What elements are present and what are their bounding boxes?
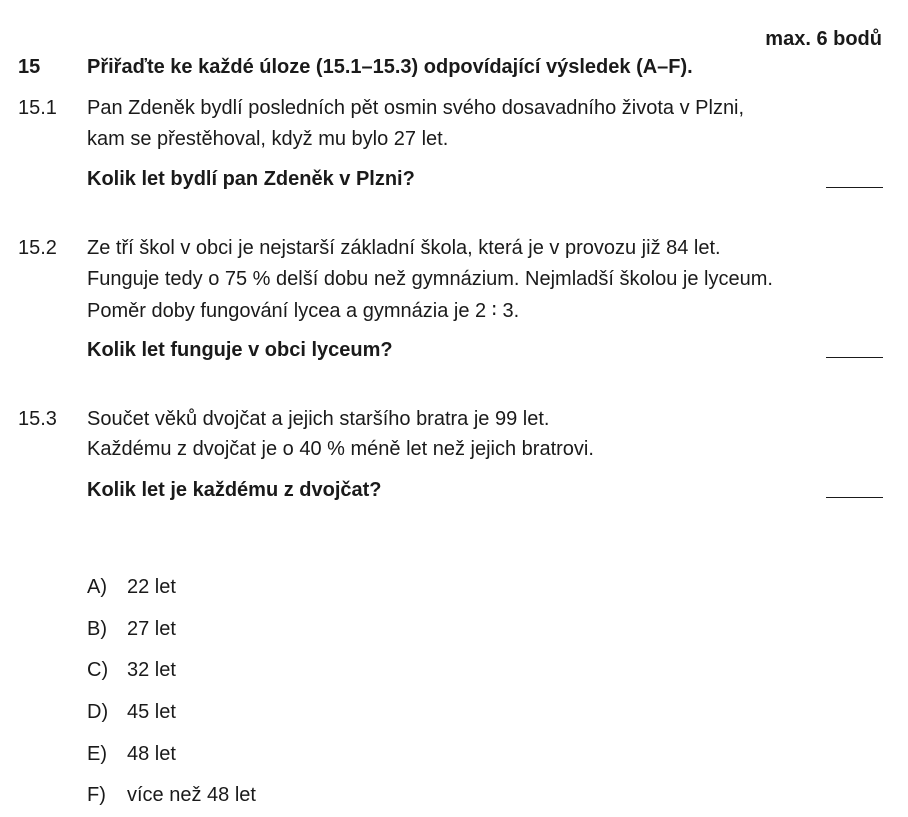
task-number: 15	[18, 56, 41, 78]
option-d-letter: D)	[87, 701, 109, 723]
subtask-15-2-text-line-2: Funguje tedy o 75 % delší dobu než gymnázium. Nejmladší školou je lyceum.	[87, 268, 773, 290]
subtask-15-3-question: Kolik let je každému z dvojčat?	[87, 479, 382, 501]
task-instruction: Přiřaďte ke každé úloze (15.1–15.3) odpovídající výsledek (A–F).	[87, 56, 693, 78]
subtask-15-1-question: Kolik let bydlí pan Zdeněk v Plzni?	[87, 168, 415, 190]
option-a-letter: A)	[87, 576, 107, 598]
option-f-letter: F)	[87, 784, 106, 806]
subtask-15-1-text-line-1: Pan Zdeněk bydlí posledních pět osmin svého dosavadního života v Plzni,	[87, 97, 745, 119]
subtask-number-15-2: 15.2	[18, 237, 57, 259]
subtask-15-3-text-line-1: Součet věků dvojčat a jejich staršího bratra je 99 let.	[87, 408, 550, 430]
option-e-text: 48 let	[127, 743, 176, 765]
subtask-15-2-question: Kolik let funguje v obci lyceum?	[87, 339, 393, 361]
option-d-text: 45 let	[127, 701, 176, 723]
option-b-letter: B)	[87, 618, 107, 640]
subtask-15-2-text-line-3: Poměr doby fungování lycea a gymnázia je 2 ∶ 3.	[87, 300, 520, 322]
answer-line-15-2[interactable]	[826, 357, 883, 358]
option-e-letter: E)	[87, 743, 107, 765]
option-b-text: 27 let	[127, 618, 176, 640]
subtask-number-15-3: 15.3	[18, 408, 57, 430]
option-f-text: více než 48 let	[127, 784, 256, 806]
subtask-number-15-1: 15.1	[18, 97, 57, 119]
subtask-15-1-text-line-2: kam se přestěhoval, když mu bylo 27 let.	[87, 128, 449, 150]
answer-line-15-1[interactable]	[826, 187, 883, 188]
option-a-text: 22 let	[127, 576, 176, 598]
subtask-15-3-text-line-2: Každému z dvojčat je o 40 % méně let než jejich bratrovi.	[87, 438, 594, 460]
answer-line-15-3[interactable]	[826, 497, 883, 498]
subtask-15-2-text-line-1: Ze tří škol v obci je nejstarší základní škola, která je v provozu již 84 let.	[87, 237, 721, 259]
option-c-letter: C)	[87, 659, 109, 681]
option-c-text: 32 let	[127, 659, 176, 681]
max-points-label: max. 6 bodů	[765, 28, 882, 50]
